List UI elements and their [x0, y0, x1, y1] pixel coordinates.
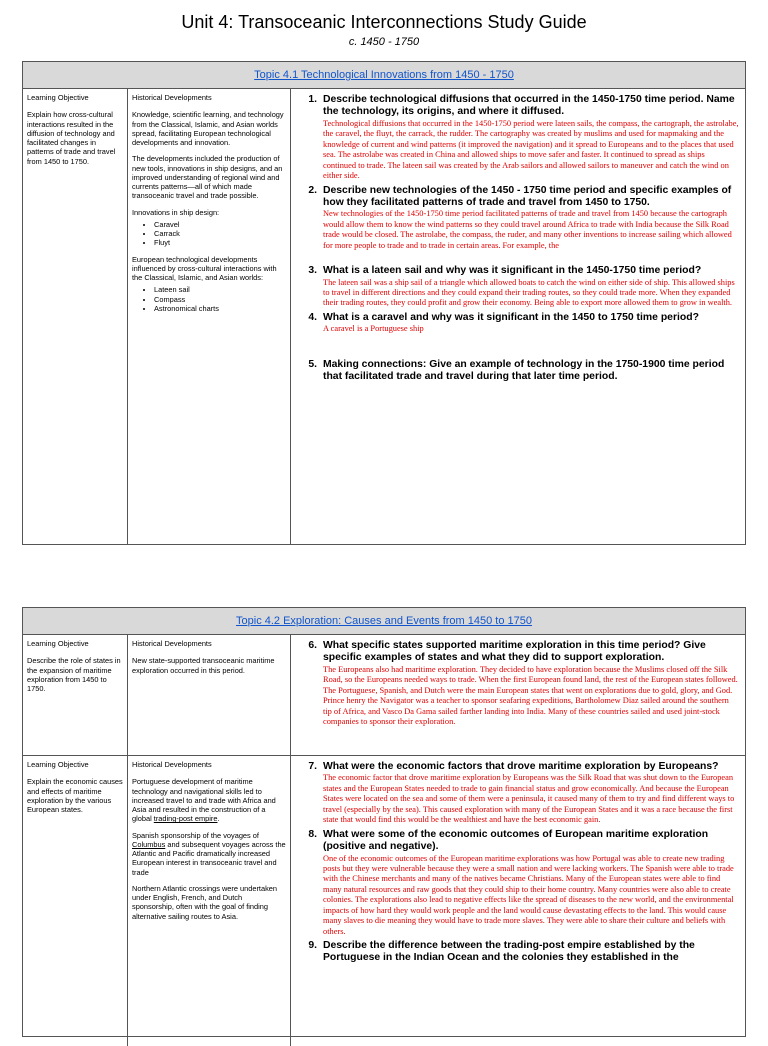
answer: The Europeans also had maritime exploration. They decided to have exploration because the Muslims closed off the Silk Road, so the Europeans needed ways to trade. When the first European found land, the rest of the European states followed. The Portuguese, Spanish, and Dutch were the main European states that went on explorations due to gold, glory, and God. Prince henry the Navigator was a teacher to sponsor seafaring expeditions, Bartholomew Diaz sailed around the southern tip of Africa, and Vasco Da Gama sailed farther landing into India. Many of these countries sailed and used joint-stock companies to sponsor their exploration.	[323, 664, 738, 727]
learning-objective-cell	[23, 635, 128, 755]
list-item: • Carrack	[154, 229, 286, 238]
ship-design-list	[132, 220, 286, 248]
learning-objective-label: Learning Objective	[27, 93, 89, 102]
historical-developments-cell	[128, 635, 291, 755]
topic-4-2-link[interactable]: Topic 4.2 Exploration: Causes and Events from 1450 to 1750	[236, 615, 532, 627]
question: 1. Describe technological diffusions that occurred in the 1450-1750 time period. Name the technology, its origins, and where it diffused.	[308, 94, 735, 118]
hd-paragraph: Innovations in ship design:	[132, 207, 220, 217]
hd-paragraph: Portuguese development of maritime technology and navigational skills led to increased travel to and trade with Africa and Asia and resulted in the construction of a global trading-post empire.	[132, 777, 276, 824]
question: 3. What is a lateen sail and why was it significant in the 1450-1750 time period?	[308, 265, 702, 277]
list-item: • Compass	[154, 295, 286, 304]
answer: The lateen sail was a ship sail of a triangle which allowed boats to catch the wind on either side of ship. This allowed ships to travel in different directions and they could expand their trading routes, so they could trade more. When they expanded their trading routes, they could profit and grow their economy. Being able to export more allowed them to grow in wealth.	[323, 277, 735, 308]
technology-list	[132, 285, 286, 313]
page-title: Unit 4: Transoceanic Interconnections Study Guide	[181, 12, 587, 32]
question: 7. What were the economic factors that drove maritime exploration by Europeans?	[308, 761, 719, 772]
historical-developments-cell	[128, 756, 291, 1046]
topic-4-2-table	[22, 607, 746, 1037]
questions-cell	[291, 635, 745, 755]
hd-paragraph: Northern Atlantic crossings were undertaken under English, French, and Dutch sponsorship, often with the goal of finding alternative sailing routes to Asia.	[132, 883, 278, 921]
page-subtitle: c. 1450 - 1750	[348, 36, 420, 48]
question: 4. What is a caravel and why was it significant in the 1450 to 1750 time period?	[308, 311, 699, 323]
list-item: • Caravel	[154, 220, 286, 229]
hd-paragraph: Spanish sponsorship of the voyages of Columbus and subsequent voyages across the Atlantic and Pacific dramatically increased European interest in transoceanic travel and trade	[132, 830, 286, 877]
learning-objective-text: Describe the role of states in the expansion of maritime exploration from 1450 to 1750.	[27, 656, 121, 693]
historical-developments-label: Historical Developments	[132, 639, 212, 648]
question: 9. Describe the difference between the trading-post empire established by the Portuguese in the Indian Ocean and the colonies they established in the	[308, 939, 695, 964]
questions-cell	[291, 756, 745, 1046]
learning-objective-text: Explain how cross-cultural interactions resulted in the diffusion of technology and facilitated changes in patterns of trade and travel from 1450 to 1750.	[27, 110, 116, 166]
historical-developments-label: Historical Developments	[132, 760, 212, 769]
learning-objective-label: Learning Objective	[27, 639, 89, 648]
learning-objective-cell	[23, 756, 128, 1046]
topic-4-1-link[interactable]: Topic 4.1 Technological Innovations from 1450 - 1750	[254, 69, 514, 81]
answer: The economic factor that drove maritime exploration by Europeans was the Silk Road that was shut down to the European states and the European States needed to trade to gain financial status and grow economically. And because the European States were located on the sea and some of them were a peninsula, it caused many of them to try and find different ways to travel (especially by the sea). This caused exploration with many of the European States and it was a race because the first state that would find this would be the wealthiest and have the best economic gain.	[323, 773, 735, 825]
hd-paragraph: European technological developments influenced by cross-cultural interactions with the Classical, Islamic, and Asian worlds:	[132, 254, 277, 282]
answer: A caravel is a Portuguese ship	[323, 324, 424, 334]
answer: One of the economic outcomes of the European maritime explorations was how Portugal was able to create new trading posts but they were vulnerable because they were a small nation and were lacking workers. The Spanish were able to trade with the Chinese merchants and many of the natives became Christians. Many of the European states were able to find many natural resources and raw goods that they could ship to their home country. Many countries were also able to create colonies. The explorations also lead to negative effects like the spread of diseases to the new world, and the environmental impacts of how hard they would work people and the land would cause devastating effects to the land. This would cause many slaves to die meaning they would have to trade more slaves. They were able to share their culture and beliefs with others.	[323, 853, 734, 936]
learning-objective-label: Learning Objective	[27, 760, 89, 769]
hd-paragraph: Knowledge, scientific learning, and technology from the Classical, Islamic, and Asian worlds spread, facilitating European technological developments and innovation.	[132, 110, 284, 147]
columbus-link[interactable]: Columbus	[132, 839, 166, 849]
answer: Technological diffusions that occurred in the 1450-1750 period were lateen sails, the compass, the cartograph, the astrolabe, the caravel, the fluyt, the carrack, the rudder. The cartography was created by muslims and used for mapmaking and the knowledge of current and wind patterns (it improved the navigation) and it spread to Europeans and to the places that used sea. The astrolabe was created in China and allowed ships to move safer and faster. It continued to spread as ships continued to trade. The lateen sail was created by the Arab sailors and allowed sailors to maneuver and catch the wind on either side.	[323, 118, 739, 181]
questions-cell	[291, 89, 745, 545]
list-item: • Astronomical charts	[154, 304, 286, 313]
topic-4-2-heading	[23, 608, 745, 635]
historical-developments-cell	[128, 89, 291, 545]
topic-4-1-heading	[23, 62, 745, 89]
list-item: • Lateen sail	[154, 285, 286, 294]
historical-developments-label: Historical Developments	[132, 93, 212, 102]
hd-paragraph: The developments included the production of new tools, innovations in ship designs, and an improved understanding of regional wind and currents patterns—all of which made transoceanic travel and trade possible.	[132, 154, 283, 201]
question: 2. Describe new technologies of the 1450 - 1750 time period and specific examples of how they facilitated patterns of trade and travel from 1450 to 1750.	[308, 184, 732, 208]
topic-4-1-table	[22, 61, 746, 545]
hd-paragraph: New state-supported transoceanic maritime exploration occurred in this period.	[132, 656, 275, 675]
list-item: • Fluyt	[154, 238, 286, 247]
question: 5. Making connections: Give an example of technology in the 1750-1900 time period that facilitated trade and travel during that later time period.	[308, 358, 725, 383]
learning-objective-cell	[23, 89, 128, 545]
answer: New technologies of the 1450-1750 time period facilitated patterns of trade and travel from 1450 because the cartograph would allow them to know the wind patterns so they could travel around Africa to trade with India because the Silk Road trade would be closed. The astrolabe, the compass, the ruder, and many other inventions to increase sailing which allowed for more people to trade and to trade in certain areas. For example, the	[323, 209, 732, 250]
learning-objective-text: Explain the economic causes and effects of maritime exploration by the various European states.	[27, 777, 123, 814]
question: 8. What were some of the economic outcomes of European maritime exploration (positive and negative).	[308, 828, 709, 853]
question: 6. What specific states supported maritime exploration in this time period? Give specific examples of states and what they did to support exploration.	[308, 640, 706, 664]
trading-post-empire-link[interactable]: trading-post empire	[153, 814, 218, 824]
